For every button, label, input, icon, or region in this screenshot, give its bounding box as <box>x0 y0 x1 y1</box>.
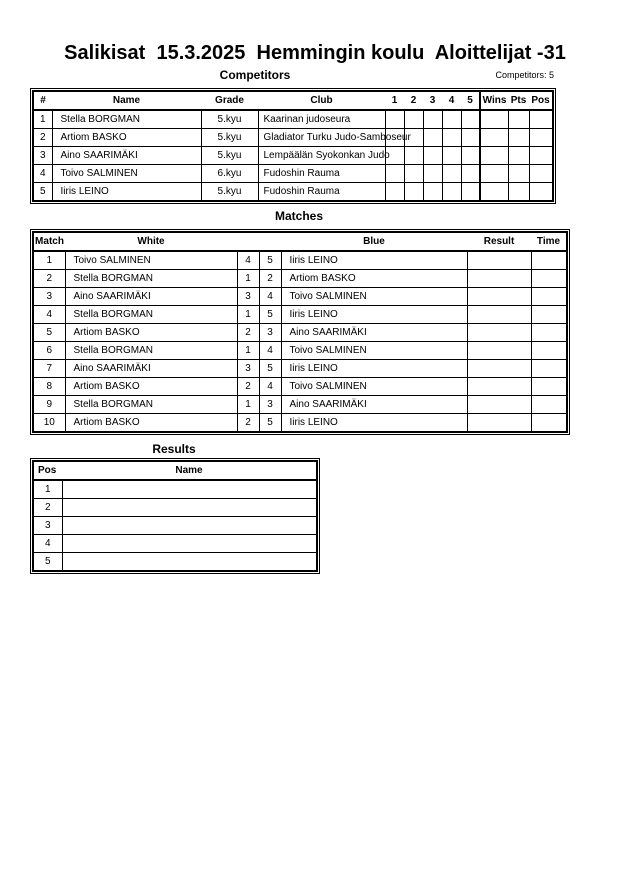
match-number-cell: 5 <box>33 324 65 342</box>
col-header-club: Club <box>258 91 385 110</box>
competitor-row <box>33 147 553 165</box>
page-title: Salikisat 15.3.2025 Hemmingin koulu Aloittelijat -31 <box>64 42 566 64</box>
round-cell <box>404 165 423 183</box>
round-cell <box>423 110 442 129</box>
match-row <box>33 342 567 360</box>
white-name-cell: Artiom BASKO <box>65 378 237 396</box>
competitor-number-cell: 4 <box>33 165 52 183</box>
blue-name-cell: Toivo SALMINEN <box>281 378 467 396</box>
col-header-match: Match <box>33 232 65 251</box>
blue-name-cell: Aino SAARIMÄKI <box>281 324 467 342</box>
match-number-cell: 3 <box>33 288 65 306</box>
match-row <box>33 396 567 414</box>
position-cell: 3 <box>33 517 62 535</box>
competitors-table-grid <box>32 90 554 202</box>
competitor-number-cell: 1 <box>33 110 52 129</box>
round-cell <box>385 183 404 202</box>
result-row <box>33 499 317 517</box>
time-cell <box>531 378 567 396</box>
white-name-cell: Stella BORGMAN <box>65 306 237 324</box>
blue-number-cell: 4 <box>259 378 281 396</box>
white-number-cell: 2 <box>237 414 259 433</box>
round-cell <box>461 147 480 165</box>
result-row <box>33 480 317 499</box>
blue-number-cell: 5 <box>259 251 281 270</box>
col-header-round-1: 1 <box>385 91 404 110</box>
col-header-round-5: 5 <box>461 91 480 110</box>
result-cell <box>467 342 531 360</box>
blue-name-cell: Iiris LEINO <box>281 251 467 270</box>
blue-number-cell: 3 <box>259 396 281 414</box>
result-name-cell <box>62 499 317 517</box>
match-row <box>33 306 567 324</box>
round-cell <box>442 110 461 129</box>
col-header-number: # <box>33 91 52 110</box>
competitor-name-cell: Aino SAARIMÄKI <box>52 147 201 165</box>
pts-cell <box>508 165 529 183</box>
matches-table-grid <box>32 231 568 433</box>
wins-cell <box>480 165 508 183</box>
blue-number-cell: 4 <box>259 288 281 306</box>
white-name-cell: Artiom BASKO <box>65 324 237 342</box>
blue-name-cell: Artiom BASKO <box>281 270 467 288</box>
match-number-cell: 1 <box>33 251 65 270</box>
blue-number-cell: 2 <box>259 270 281 288</box>
match-number-cell: 10 <box>33 414 65 433</box>
white-name-cell: Aino SAARIMÄKI <box>65 360 237 378</box>
pts-cell <box>508 110 529 129</box>
round-cell <box>442 165 461 183</box>
competitors-table <box>30 88 556 204</box>
club-cell: Lempäälän Syokonkan Judo <box>258 147 385 165</box>
blue-name-cell: Toivo SALMINEN <box>281 342 467 360</box>
white-number-cell: 1 <box>237 270 259 288</box>
competitors-section-title: Competitors <box>219 68 291 82</box>
col-header-name: Name <box>52 91 201 110</box>
position-cell: 5 <box>33 553 62 572</box>
blue-number-cell: 4 <box>259 342 281 360</box>
club-cell: Fudoshin Rauma <box>258 165 385 183</box>
position-cell: 2 <box>33 499 62 517</box>
results-table <box>30 458 320 574</box>
match-row <box>33 270 567 288</box>
match-number-cell: 9 <box>33 396 65 414</box>
blue-name-cell: Iiris LEINO <box>281 360 467 378</box>
matches-table <box>30 229 570 435</box>
pos-cell <box>529 129 553 147</box>
result-cell <box>467 360 531 378</box>
match-row <box>33 360 567 378</box>
blue-number-cell: 3 <box>259 324 281 342</box>
time-cell <box>531 324 567 342</box>
competitor-row <box>33 165 553 183</box>
round-cell <box>423 183 442 202</box>
white-name-cell: Artiom BASKO <box>65 414 237 433</box>
grade-cell: 5.kyu <box>201 147 258 165</box>
round-cell <box>423 165 442 183</box>
round-cell <box>461 129 480 147</box>
white-name-cell: Stella BORGMAN <box>65 396 237 414</box>
competitor-name-cell: Stella BORGMAN <box>52 110 201 129</box>
white-number-cell: 1 <box>237 342 259 360</box>
white-number-cell: 1 <box>237 396 259 414</box>
match-number-cell: 7 <box>33 360 65 378</box>
pts-cell <box>508 129 529 147</box>
time-cell <box>531 306 567 324</box>
blue-number-cell: 5 <box>259 360 281 378</box>
white-number-cell: 3 <box>237 288 259 306</box>
blue-name-cell: Toivo SALMINEN <box>281 288 467 306</box>
round-cell <box>442 129 461 147</box>
grade-cell: 5.kyu <box>201 129 258 147</box>
round-cell <box>404 147 423 165</box>
results-header-row <box>33 461 317 480</box>
match-row <box>33 251 567 270</box>
results-table-grid <box>32 460 318 572</box>
match-number-cell: 8 <box>33 378 65 396</box>
pos-cell <box>529 110 553 129</box>
competitors-count: Competitors: 5 <box>495 70 554 80</box>
col-header-blue: Blue <box>281 232 467 251</box>
col-header-pos: Pos <box>33 461 62 480</box>
result-cell <box>467 288 531 306</box>
grade-cell: 5.kyu <box>201 183 258 202</box>
col-header-result: Result <box>467 232 531 251</box>
match-row <box>33 378 567 396</box>
competitor-row <box>33 129 553 147</box>
round-cell <box>423 147 442 165</box>
col-header-grade: Grade <box>201 91 258 110</box>
round-cell <box>404 110 423 129</box>
result-cell <box>467 270 531 288</box>
competitor-row <box>33 183 553 202</box>
competitor-number-cell: 3 <box>33 147 52 165</box>
blue-number-cell: 5 <box>259 414 281 433</box>
result-name-cell <box>62 553 317 572</box>
time-cell <box>531 270 567 288</box>
col-header-wins: Wins <box>480 91 508 110</box>
round-cell <box>385 165 404 183</box>
time-cell <box>531 414 567 433</box>
matches-section-title: Matches <box>274 209 324 223</box>
white-number-cell: 2 <box>237 324 259 342</box>
time-cell <box>531 396 567 414</box>
time-cell <box>531 342 567 360</box>
club-cell: Kaarinan judoseura <box>258 110 385 129</box>
competitors-header-row <box>33 91 553 110</box>
round-cell <box>385 110 404 129</box>
blue-name-cell: Iiris LEINO <box>281 306 467 324</box>
col-header-round-2: 2 <box>404 91 423 110</box>
pos-cell <box>529 183 553 202</box>
col-header-round-3: 3 <box>423 91 442 110</box>
white-number-cell: 4 <box>237 251 259 270</box>
competitor-number-cell: 5 <box>33 183 52 202</box>
white-name-cell: Toivo SALMINEN <box>65 251 237 270</box>
match-row <box>33 414 567 433</box>
result-cell <box>467 324 531 342</box>
round-cell <box>423 129 442 147</box>
col-header-name: Name <box>62 461 317 480</box>
blue-name-cell: Iiris LEINO <box>281 414 467 433</box>
result-cell <box>467 396 531 414</box>
round-cell <box>461 183 480 202</box>
grade-cell: 6.kyu <box>201 165 258 183</box>
grade-cell: 5.kyu <box>201 110 258 129</box>
col-header-blue-number <box>259 232 281 251</box>
result-name-cell <box>62 480 317 499</box>
time-cell <box>531 360 567 378</box>
wins-cell <box>480 183 508 202</box>
wins-cell <box>480 129 508 147</box>
white-number-cell: 2 <box>237 378 259 396</box>
white-number-cell: 3 <box>237 360 259 378</box>
club-cell: Fudoshin Rauma <box>258 183 385 202</box>
result-cell <box>467 378 531 396</box>
result-row <box>33 553 317 572</box>
match-row <box>33 324 567 342</box>
col-header-pts: Pts <box>508 91 529 110</box>
result-name-cell <box>62 517 317 535</box>
col-header-pos: Pos <box>529 91 553 110</box>
round-cell <box>404 183 423 202</box>
competitor-name-cell: Iiris LEINO <box>52 183 201 202</box>
blue-number-cell: 5 <box>259 306 281 324</box>
round-cell <box>442 147 461 165</box>
white-number-cell: 1 <box>237 306 259 324</box>
col-header-white-number <box>237 232 259 251</box>
position-cell: 4 <box>33 535 62 553</box>
time-cell <box>531 251 567 270</box>
round-cell <box>442 183 461 202</box>
col-header-time: Time <box>531 232 567 251</box>
col-header-round-4: 4 <box>442 91 461 110</box>
competitor-number-cell: 2 <box>33 129 52 147</box>
match-number-cell: 6 <box>33 342 65 360</box>
white-name-cell: Stella BORGMAN <box>65 342 237 360</box>
results-section-title: Results <box>152 442 196 456</box>
wins-cell <box>480 147 508 165</box>
pos-cell <box>529 147 553 165</box>
white-name-cell: Aino SAARIMÄKI <box>65 288 237 306</box>
time-cell <box>531 288 567 306</box>
club-cell: Gladiator Turku Judo-Samboseur <box>258 129 385 147</box>
pts-cell <box>508 183 529 202</box>
position-cell: 1 <box>33 480 62 499</box>
result-cell <box>467 306 531 324</box>
result-row <box>33 535 317 553</box>
pos-cell <box>529 165 553 183</box>
result-cell <box>467 251 531 270</box>
pts-cell <box>508 147 529 165</box>
round-cell <box>461 110 480 129</box>
match-number-cell: 4 <box>33 306 65 324</box>
competitor-row <box>33 110 553 129</box>
blue-name-cell: Aino SAARIMÄKI <box>281 396 467 414</box>
competitor-name-cell: Artiom BASKO <box>52 129 201 147</box>
white-name-cell: Stella BORGMAN <box>65 270 237 288</box>
match-row <box>33 288 567 306</box>
result-cell <box>467 414 531 433</box>
wins-cell <box>480 110 508 129</box>
round-cell <box>461 165 480 183</box>
col-header-white: White <box>65 232 237 251</box>
result-name-cell <box>62 535 317 553</box>
matches-header-row <box>33 232 567 251</box>
result-row <box>33 517 317 535</box>
match-number-cell: 2 <box>33 270 65 288</box>
competitor-name-cell: Toivo SALMINEN <box>52 165 201 183</box>
